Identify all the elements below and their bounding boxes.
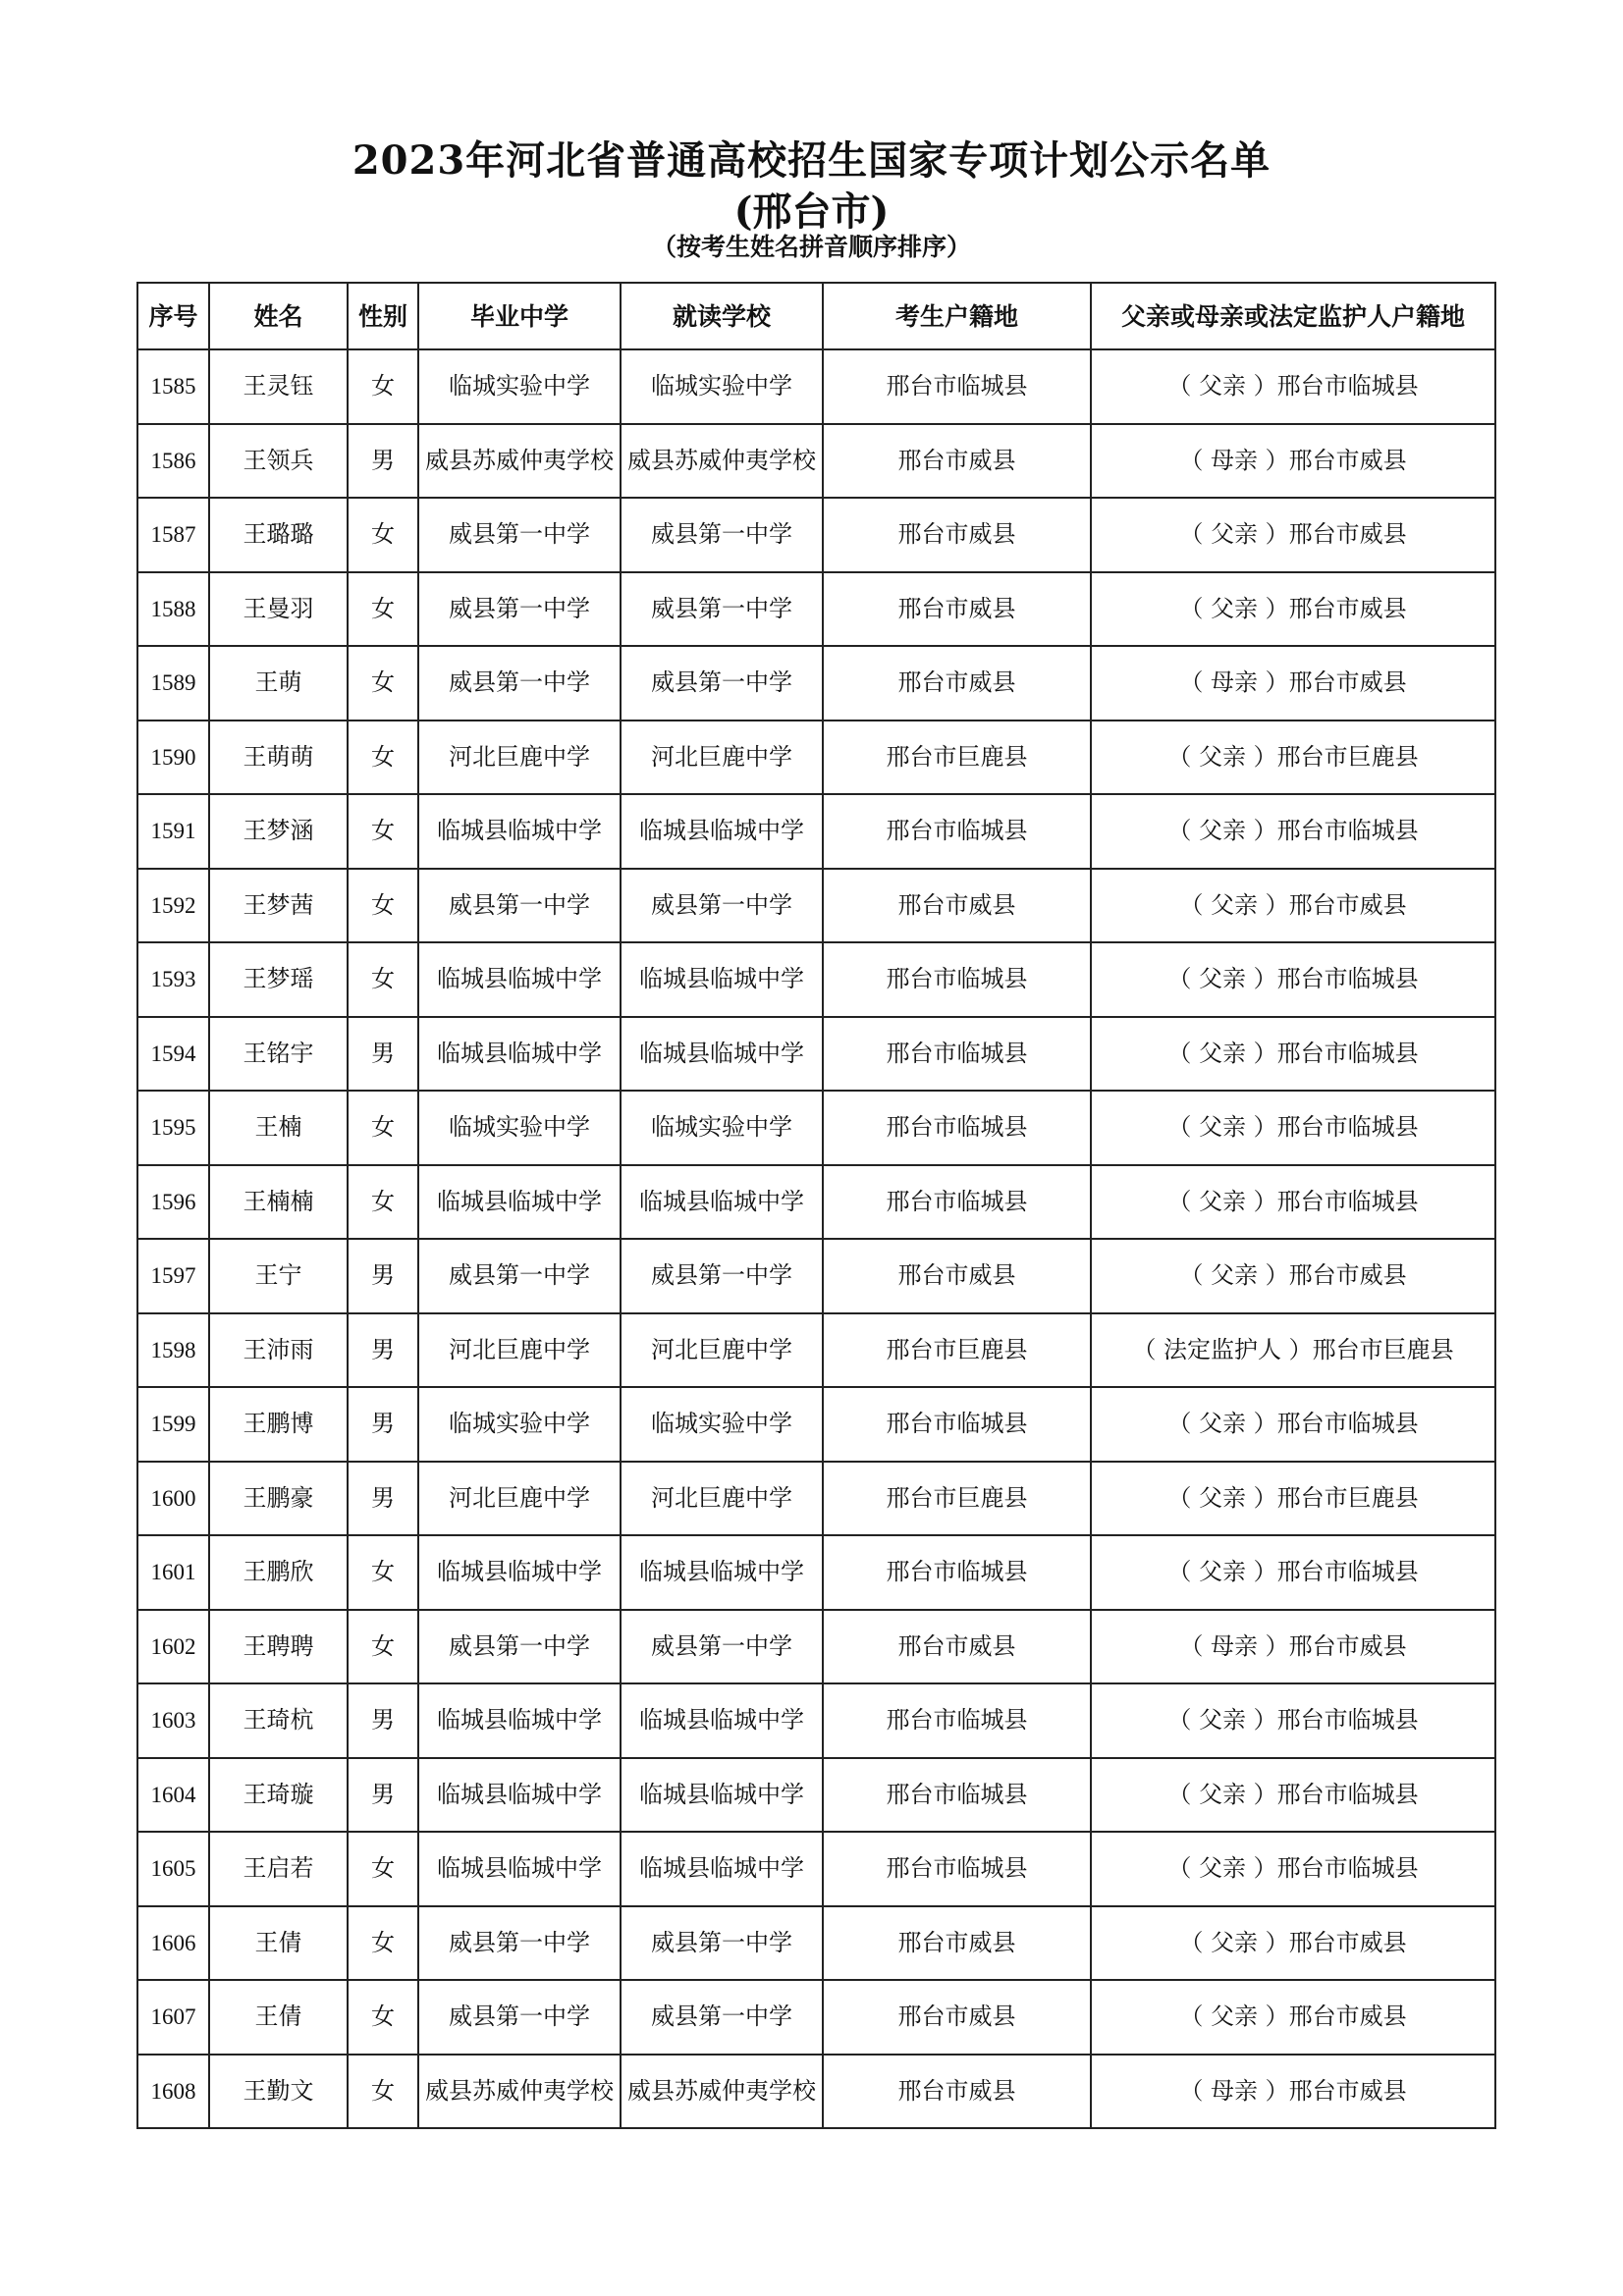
cell-sex: 男 bbox=[348, 1313, 418, 1388]
cell-name: 王倩 bbox=[209, 1906, 348, 1981]
cell-sex: 女 bbox=[348, 942, 418, 1017]
cell-sex: 男 bbox=[348, 1683, 418, 1758]
cell-grad-school: 临城县临城中学 bbox=[418, 1165, 621, 1240]
cell-grad-school: 威县苏威仲夷学校 bbox=[418, 2055, 621, 2129]
cell-guardian-hukou: （ 母亲 ）邢台市威县 bbox=[1091, 2055, 1495, 2129]
cell-name: 王琦璇 bbox=[209, 1758, 348, 1833]
cell-no: 1608 bbox=[137, 2055, 209, 2129]
cell-no: 1586 bbox=[137, 424, 209, 499]
table-row bbox=[137, 942, 1495, 1017]
cell-grad-school: 河北巨鹿中学 bbox=[418, 1462, 621, 1536]
header-sex: 性别 bbox=[348, 283, 418, 349]
table-row bbox=[137, 1758, 1495, 1833]
cell-guardian-hukou: （ 母亲 ）邢台市威县 bbox=[1091, 424, 1495, 499]
cell-no: 1606 bbox=[137, 1906, 209, 1981]
cell-no: 1603 bbox=[137, 1683, 209, 1758]
table-row bbox=[137, 1387, 1495, 1462]
cell-guardian-hukou: （ 父亲 ）邢台市临城县 bbox=[1091, 1017, 1495, 1092]
cell-guardian-hukou: （ 父亲 ）邢台市临城县 bbox=[1091, 1165, 1495, 1240]
cell-no: 1589 bbox=[137, 646, 209, 721]
cell-name: 王曼羽 bbox=[209, 572, 348, 647]
cell-hukou: 邢台市临城县 bbox=[823, 1165, 1091, 1240]
table-row bbox=[137, 1017, 1495, 1092]
cell-name: 王勤文 bbox=[209, 2055, 348, 2129]
table-row bbox=[137, 1091, 1495, 1165]
cell-current-school: 临城县临城中学 bbox=[621, 1758, 823, 1833]
cell-hukou: 邢台市巨鹿县 bbox=[823, 1313, 1091, 1388]
cell-hukou: 邢台市临城县 bbox=[823, 942, 1091, 1017]
cell-no: 1590 bbox=[137, 721, 209, 795]
cell-no: 1605 bbox=[137, 1832, 209, 1906]
cell-hukou: 邢台市临城县 bbox=[823, 1683, 1091, 1758]
header-no: 序号 bbox=[137, 283, 209, 349]
cell-no: 1597 bbox=[137, 1239, 209, 1313]
cell-no: 1604 bbox=[137, 1758, 209, 1833]
table-row bbox=[137, 572, 1495, 647]
cell-current-school: 威县第一中学 bbox=[621, 572, 823, 647]
cell-current-school: 临城实验中学 bbox=[621, 1091, 823, 1165]
cell-guardian-hukou: （ 父亲 ）邢台市威县 bbox=[1091, 869, 1495, 943]
page-title: 2023年河北省普通高校招生国家专项计划公示名单 bbox=[352, 137, 1271, 184]
cell-hukou: 邢台市临城县 bbox=[823, 1758, 1091, 1833]
cell-name: 王楠 bbox=[209, 1091, 348, 1165]
cell-no: 1602 bbox=[137, 1610, 209, 1684]
cell-name: 王琦杭 bbox=[209, 1683, 348, 1758]
cell-hukou: 邢台市临城县 bbox=[823, 794, 1091, 869]
cell-guardian-hukou: （ 父亲 ）邢台市临城县 bbox=[1091, 1091, 1495, 1165]
table-row bbox=[137, 721, 1495, 795]
cell-sex: 女 bbox=[348, 794, 418, 869]
cell-guardian-hukou: （ 父亲 ）邢台市威县 bbox=[1091, 1906, 1495, 1981]
header-current-school: 就读学校 bbox=[621, 283, 823, 349]
cell-hukou: 邢台市威县 bbox=[823, 1239, 1091, 1313]
cell-guardian-hukou: （ 父亲 ）邢台市威县 bbox=[1091, 1239, 1495, 1313]
cell-hukou: 邢台市临城县 bbox=[823, 1017, 1091, 1092]
cell-sex: 女 bbox=[348, 1610, 418, 1684]
cell-current-school: 威县第一中学 bbox=[621, 1906, 823, 1981]
cell-no: 1599 bbox=[137, 1387, 209, 1462]
cell-grad-school: 威县第一中学 bbox=[418, 646, 621, 721]
cell-no: 1585 bbox=[137, 349, 209, 424]
cell-current-school: 临城县临城中学 bbox=[621, 1017, 823, 1092]
table-row bbox=[137, 1165, 1495, 1240]
cell-no: 1594 bbox=[137, 1017, 209, 1092]
cell-hukou: 邢台市威县 bbox=[823, 1610, 1091, 1684]
cell-grad-school: 威县第一中学 bbox=[418, 1239, 621, 1313]
cell-grad-school: 威县第一中学 bbox=[418, 1980, 621, 2055]
cell-name: 王梦瑶 bbox=[209, 942, 348, 1017]
table-row bbox=[137, 1980, 1495, 2055]
cell-current-school: 临城实验中学 bbox=[621, 349, 823, 424]
cell-grad-school: 威县第一中学 bbox=[418, 1906, 621, 1981]
cell-name: 王璐璐 bbox=[209, 498, 348, 572]
cell-hukou: 邢台市威县 bbox=[823, 2055, 1091, 2129]
cell-no: 1592 bbox=[137, 869, 209, 943]
cell-sex: 男 bbox=[348, 1239, 418, 1313]
cell-no: 1598 bbox=[137, 1313, 209, 1388]
cell-name: 王启若 bbox=[209, 1832, 348, 1906]
cell-name: 王梦涵 bbox=[209, 794, 348, 869]
cell-sex: 女 bbox=[348, 498, 418, 572]
cell-sex: 男 bbox=[348, 424, 418, 499]
cell-no: 1593 bbox=[137, 942, 209, 1017]
cell-current-school: 河北巨鹿中学 bbox=[621, 1462, 823, 1536]
cell-current-school: 临城县临城中学 bbox=[621, 942, 823, 1017]
cell-no: 1601 bbox=[137, 1535, 209, 1610]
cell-sex: 女 bbox=[348, 1535, 418, 1610]
page-subtitle: (邢台市) bbox=[733, 188, 890, 235]
header-grad-school: 毕业中学 bbox=[418, 283, 621, 349]
cell-grad-school: 临城县临城中学 bbox=[418, 1017, 621, 1092]
table-row bbox=[137, 794, 1495, 869]
cell-current-school: 临城县临城中学 bbox=[621, 1832, 823, 1906]
cell-current-school: 威县第一中学 bbox=[621, 1610, 823, 1684]
cell-grad-school: 临城县临城中学 bbox=[418, 794, 621, 869]
cell-sex: 女 bbox=[348, 2055, 418, 2129]
cell-sex: 女 bbox=[348, 1906, 418, 1981]
cell-hukou: 邢台市威县 bbox=[823, 498, 1091, 572]
cell-sex: 女 bbox=[348, 869, 418, 943]
cell-current-school: 临城县临城中学 bbox=[621, 1165, 823, 1240]
cell-hukou: 邢台市巨鹿县 bbox=[823, 721, 1091, 795]
cell-sex: 女 bbox=[348, 349, 418, 424]
header-guardian-hukou: 父亲或母亲或法定监护人户籍地 bbox=[1091, 283, 1495, 349]
cell-name: 王聘聘 bbox=[209, 1610, 348, 1684]
cell-hukou: 邢台市威县 bbox=[823, 424, 1091, 499]
cell-sex: 女 bbox=[348, 572, 418, 647]
cell-hukou: 邢台市临城县 bbox=[823, 1091, 1091, 1165]
cell-grad-school: 河北巨鹿中学 bbox=[418, 1313, 621, 1388]
cell-hukou: 邢台市威县 bbox=[823, 869, 1091, 943]
cell-guardian-hukou: （ 法定监护人 ）邢台市巨鹿县 bbox=[1091, 1313, 1495, 1388]
cell-current-school: 临城县临城中学 bbox=[621, 1535, 823, 1610]
cell-grad-school: 临城县临城中学 bbox=[418, 1683, 621, 1758]
cell-sex: 男 bbox=[348, 1387, 418, 1462]
cell-guardian-hukou: （ 父亲 ）邢台市巨鹿县 bbox=[1091, 721, 1495, 795]
cell-hukou: 邢台市威县 bbox=[823, 1980, 1091, 2055]
cell-name: 王鹏豪 bbox=[209, 1462, 348, 1536]
cell-no: 1591 bbox=[137, 794, 209, 869]
cell-current-school: 威县第一中学 bbox=[621, 1239, 823, 1313]
cell-no: 1588 bbox=[137, 572, 209, 647]
cell-grad-school: 威县苏威仲夷学校 bbox=[418, 424, 621, 499]
cell-guardian-hukou: （ 父亲 ）邢台市临城县 bbox=[1091, 794, 1495, 869]
cell-grad-school: 临城实验中学 bbox=[418, 1091, 621, 1165]
table-row bbox=[137, 646, 1495, 721]
cell-current-school: 河北巨鹿中学 bbox=[621, 721, 823, 795]
cell-current-school: 临城县临城中学 bbox=[621, 1683, 823, 1758]
cell-guardian-hukou: （ 父亲 ）邢台市临城县 bbox=[1091, 942, 1495, 1017]
cell-name: 王领兵 bbox=[209, 424, 348, 499]
cell-guardian-hukou: （ 父亲 ）邢台市临城县 bbox=[1091, 1832, 1495, 1906]
cell-guardian-hukou: （ 父亲 ）邢台市临城县 bbox=[1091, 1387, 1495, 1462]
cell-name: 王灵钰 bbox=[209, 349, 348, 424]
table-row bbox=[137, 1832, 1495, 1906]
cell-sex: 男 bbox=[348, 1758, 418, 1833]
cell-hukou: 邢台市巨鹿县 bbox=[823, 1462, 1091, 1536]
cell-grad-school: 临城县临城中学 bbox=[418, 1535, 621, 1610]
cell-sex: 女 bbox=[348, 1091, 418, 1165]
table-row bbox=[137, 1239, 1495, 1313]
cell-name: 王萌萌 bbox=[209, 721, 348, 795]
cell-current-school: 临城县临城中学 bbox=[621, 794, 823, 869]
sort-note: （按考生姓名拼音顺序排序） bbox=[651, 233, 971, 261]
cell-grad-school: 威县第一中学 bbox=[418, 572, 621, 647]
cell-hukou: 邢台市临城县 bbox=[823, 1387, 1091, 1462]
cell-grad-school: 河北巨鹿中学 bbox=[418, 721, 621, 795]
cell-name: 王萌 bbox=[209, 646, 348, 721]
cell-hukou: 邢台市威县 bbox=[823, 1906, 1091, 1981]
cell-no: 1587 bbox=[137, 498, 209, 572]
cell-no: 1600 bbox=[137, 1462, 209, 1536]
cell-sex: 女 bbox=[348, 1165, 418, 1240]
cell-name: 王鹏欣 bbox=[209, 1535, 348, 1610]
cell-guardian-hukou: （ 父亲 ）邢台市威县 bbox=[1091, 572, 1495, 647]
cell-current-school: 威县第一中学 bbox=[621, 1980, 823, 2055]
cell-guardian-hukou: （ 父亲 ）邢台市巨鹿县 bbox=[1091, 1462, 1495, 1536]
cell-sex: 男 bbox=[348, 1462, 418, 1536]
cell-grad-school: 威县第一中学 bbox=[418, 869, 621, 943]
table-row bbox=[137, 1462, 1495, 1536]
cell-guardian-hukou: （ 父亲 ）邢台市临城县 bbox=[1091, 349, 1495, 424]
table-row bbox=[137, 498, 1495, 572]
cell-sex: 女 bbox=[348, 1832, 418, 1906]
cell-no: 1607 bbox=[137, 1980, 209, 2055]
table-row bbox=[137, 349, 1495, 424]
cell-sex: 女 bbox=[348, 646, 418, 721]
cell-name: 王梦茜 bbox=[209, 869, 348, 943]
header-name: 姓名 bbox=[209, 283, 348, 349]
cell-no: 1596 bbox=[137, 1165, 209, 1240]
cell-hukou: 邢台市威县 bbox=[823, 572, 1091, 647]
table-row bbox=[137, 1683, 1495, 1758]
cell-grad-school: 临城县临城中学 bbox=[418, 1758, 621, 1833]
table-row bbox=[137, 1610, 1495, 1684]
cell-guardian-hukou: （ 母亲 ）邢台市威县 bbox=[1091, 1610, 1495, 1684]
cell-grad-school: 威县第一中学 bbox=[418, 1610, 621, 1684]
cell-guardian-hukou: （ 父亲 ）邢台市临城县 bbox=[1091, 1683, 1495, 1758]
table-row bbox=[137, 1906, 1495, 1981]
cell-current-school: 威县第一中学 bbox=[621, 646, 823, 721]
cell-hukou: 邢台市临城县 bbox=[823, 349, 1091, 424]
cell-guardian-hukou: （ 父亲 ）邢台市威县 bbox=[1091, 498, 1495, 572]
cell-name: 王鹏博 bbox=[209, 1387, 348, 1462]
cell-current-school: 威县第一中学 bbox=[621, 869, 823, 943]
cell-hukou: 邢台市临城县 bbox=[823, 1832, 1091, 1906]
cell-sex: 男 bbox=[348, 1017, 418, 1092]
cell-grad-school: 临城县临城中学 bbox=[418, 942, 621, 1017]
cell-grad-school: 临城实验中学 bbox=[418, 349, 621, 424]
table-row bbox=[137, 2055, 1495, 2129]
cell-hukou: 邢台市威县 bbox=[823, 646, 1091, 721]
table-row bbox=[137, 869, 1495, 943]
cell-guardian-hukou: （ 父亲 ）邢台市临城县 bbox=[1091, 1758, 1495, 1833]
cell-name: 王宁 bbox=[209, 1239, 348, 1313]
cell-name: 王楠楠 bbox=[209, 1165, 348, 1240]
table-row bbox=[137, 1535, 1495, 1610]
roster-table bbox=[136, 282, 1496, 2129]
cell-guardian-hukou: （ 父亲 ）邢台市威县 bbox=[1091, 1980, 1495, 2055]
cell-guardian-hukou: （ 母亲 ）邢台市威县 bbox=[1091, 646, 1495, 721]
cell-guardian-hukou: （ 父亲 ）邢台市临城县 bbox=[1091, 1535, 1495, 1610]
cell-name: 王沛雨 bbox=[209, 1313, 348, 1388]
table-row bbox=[137, 424, 1495, 499]
cell-current-school: 威县苏威仲夷学校 bbox=[621, 2055, 823, 2129]
cell-grad-school: 临城实验中学 bbox=[418, 1387, 621, 1462]
cell-name: 王倩 bbox=[209, 1980, 348, 2055]
cell-no: 1595 bbox=[137, 1091, 209, 1165]
table-row bbox=[137, 1313, 1495, 1388]
table-body bbox=[137, 349, 1495, 2128]
cell-hukou: 邢台市临城县 bbox=[823, 1535, 1091, 1610]
header-hukou: 考生户籍地 bbox=[823, 283, 1091, 349]
cell-sex: 女 bbox=[348, 721, 418, 795]
cell-current-school: 威县第一中学 bbox=[621, 498, 823, 572]
cell-current-school: 威县苏威仲夷学校 bbox=[621, 424, 823, 499]
cell-current-school: 河北巨鹿中学 bbox=[621, 1313, 823, 1388]
cell-current-school: 临城实验中学 bbox=[621, 1387, 823, 1462]
table-header-row bbox=[137, 283, 1495, 349]
cell-sex: 女 bbox=[348, 1980, 418, 2055]
cell-name: 王铭宇 bbox=[209, 1017, 348, 1092]
cell-grad-school: 临城县临城中学 bbox=[418, 1832, 621, 1906]
cell-grad-school: 威县第一中学 bbox=[418, 498, 621, 572]
